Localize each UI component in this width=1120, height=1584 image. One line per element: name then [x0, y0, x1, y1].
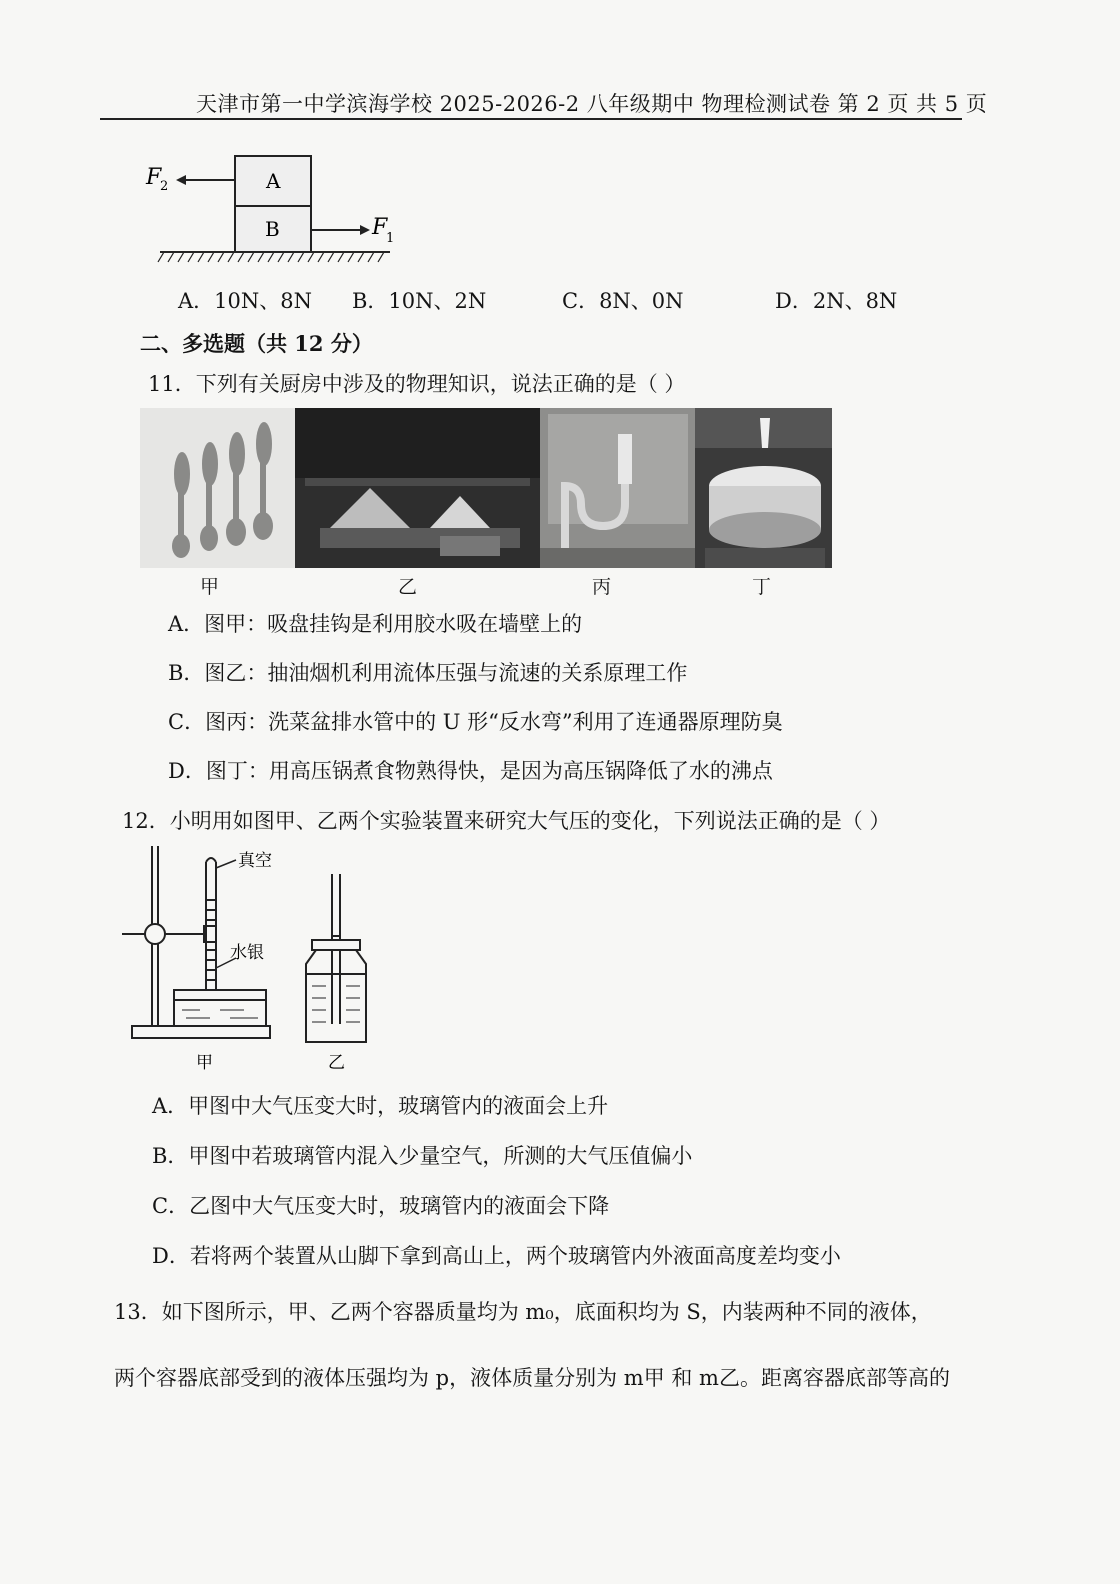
q11-option-d: D．图丁：用高压锅煮食物熟得快，是因为高压锅降低了水的沸点: [168, 759, 773, 783]
photo-label-ding: 丁: [752, 576, 772, 598]
block-b-label: B: [265, 217, 280, 241]
force-f2-subscript: 2: [160, 179, 169, 194]
photo-bing-drain-pipe: [540, 408, 695, 568]
q12-option-a: A．甲图中大气压变大时，玻璃管内的液面会上升: [152, 1094, 609, 1118]
section-title: 二、多选题（共 12 分）: [140, 331, 373, 356]
vacuum-label: 真空: [238, 851, 272, 871]
q10-option-c: C．8N、0N: [562, 289, 684, 313]
q11-option-c: C．图丙：洗菜盆排水管中的 U 形“反水弯”利用了连通器原理防臭: [168, 710, 783, 734]
photo-label-yi: 乙: [398, 576, 418, 598]
q11-option-b: B．图乙：抽油烟机利用流体压强与流速的关系原理工作: [168, 661, 688, 685]
q12-barometer-figure: [120, 840, 400, 1075]
q13-line-1: 13．如下图所示，甲、乙两个容器质量均为 m₀，底面积均为 S，内装两种不同的液体，: [114, 1300, 932, 1324]
ground-hatch: [158, 252, 384, 262]
force-f1-label: F: [372, 215, 388, 240]
q10-option-d: D．2N、8N: [775, 289, 898, 313]
force-f1-arrowhead: [360, 225, 370, 235]
q11-stem: 11．下列有关厨房中涉及的物理知识，说法正确的是（ ）: [148, 372, 686, 396]
figure-label-jia: 甲: [196, 1053, 213, 1073]
q10-option-b: B．10N、2N: [352, 289, 487, 313]
photo-yi-range-hood: [295, 408, 540, 568]
torricelli-apparatus: [122, 846, 270, 1038]
q13-line-2: 两个容器底部受到的液体压强均为 p，液体质量分别为 m甲 和 m乙。距离容器底部等高的: [114, 1366, 950, 1390]
bottle-barometer: [306, 874, 366, 1042]
photo-jia-hooks: [140, 408, 295, 568]
mercury-label: 水银: [230, 943, 264, 963]
q10-block-figure: [140, 150, 400, 270]
q11-photo-strip: [140, 408, 832, 568]
block-a-label: A: [266, 169, 281, 193]
q10-option-a: A．10N、8N: [178, 289, 312, 313]
force-f2-arrowhead: [176, 175, 186, 185]
q11-option-a: A．图甲：吸盘挂钩是利用胶水吸在墙壁上的: [168, 612, 583, 636]
q12-option-c: C．乙图中大气压变大时，玻璃管内的液面会下降: [152, 1194, 610, 1218]
figure-label-yi: 乙: [328, 1053, 345, 1073]
photo-ding-pressure-cooker: [695, 408, 832, 568]
photo-label-bing: 丙: [592, 576, 612, 598]
page-header: 天津市第一中学滨海学校 2025-2026-2 八年级期中 物理检测试卷 第 2 页 共 5 页: [196, 92, 988, 116]
photo-label-jia: 甲: [200, 576, 220, 598]
force-f2-label: F: [146, 165, 162, 190]
q12-option-d: D．若将两个装置从山脚下拿到高山上，两个玻璃管内外液面高度差均变小: [152, 1244, 841, 1268]
force-f1-subscript: 1: [386, 231, 395, 246]
header-rule: [100, 118, 962, 120]
q12-stem: 12．小明用如图甲、乙两个实验装置来研究大气压的变化，下列说法正确的是（ ）: [122, 809, 891, 833]
q12-option-b: B．甲图中若玻璃管内混入少量空气，所测的大气压值偏小: [152, 1144, 693, 1168]
